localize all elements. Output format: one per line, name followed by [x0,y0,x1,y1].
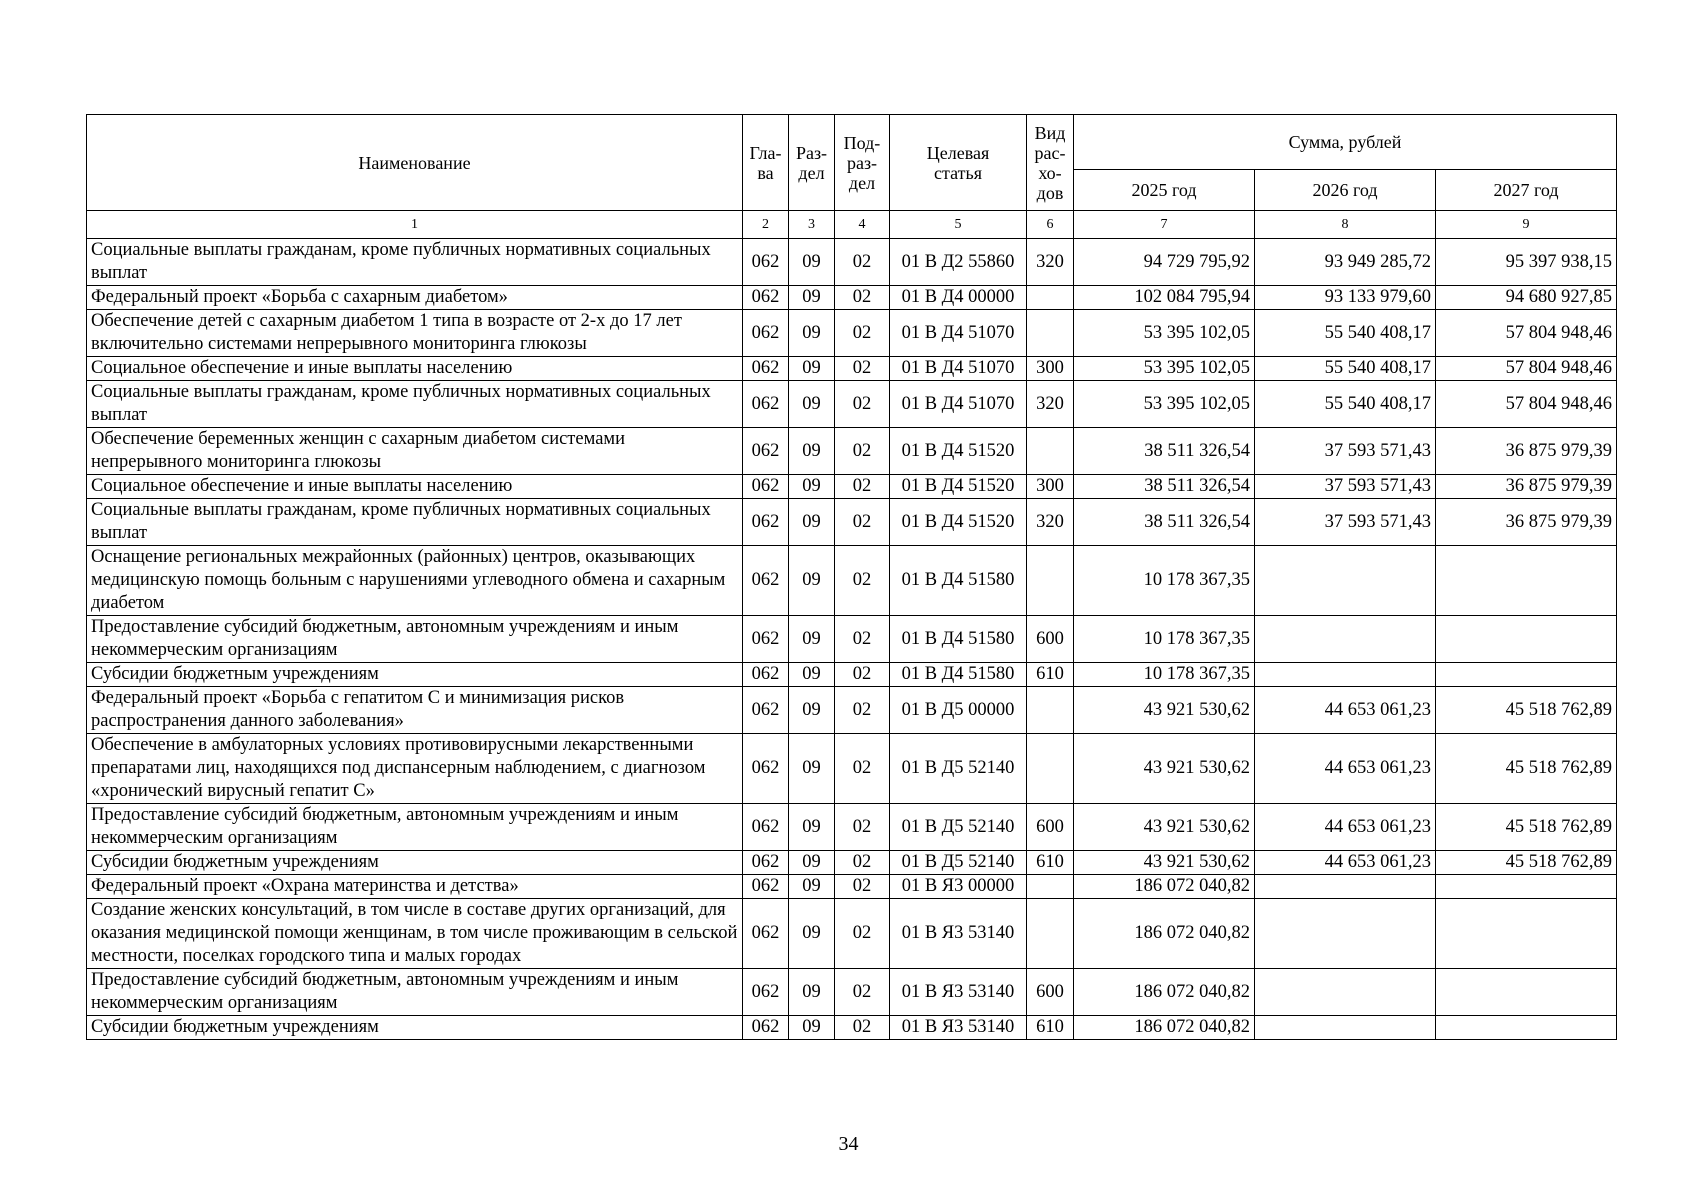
row-glava: 062 [743,875,789,899]
table-row [87,899,1617,969]
table-row [87,1016,1617,1040]
row-vid-rashodov [1027,687,1074,734]
row-celevaya-statya: 01 В Д4 51580 [890,616,1027,663]
column-number: 5 [890,211,1027,239]
row-amount-2026: 55 540 408,17 [1255,381,1436,428]
row-razdel: 09 [789,428,835,475]
row-amount-2026: 55 540 408,17 [1255,357,1436,381]
table-row [87,428,1617,475]
row-name: Федеральный проект «Охрана материнства и детства» [87,875,743,899]
header-vid-rashodov-text: Вид рас- хо- дов [1034,122,1066,203]
row-amount-2025: 94 729 795,92 [1074,239,1255,286]
row-podrazdel: 02 [835,286,890,310]
row-razdel: 09 [789,969,835,1016]
row-amount-2027: 95 397 938,15 [1436,239,1617,286]
row-vid-rashodov: 610 [1027,663,1074,687]
table-row [87,875,1617,899]
row-amount-2025: 186 072 040,82 [1074,969,1255,1016]
row-glava: 062 [743,734,789,804]
row-vid-rashodov: 300 [1027,357,1074,381]
row-razdel: 09 [789,381,835,428]
row-glava: 062 [743,899,789,969]
row-celevaya-statya: 01 В Я3 53140 [890,899,1027,969]
row-amount-2026: 44 653 061,23 [1255,851,1436,875]
row-podrazdel: 02 [835,381,890,428]
row-amount-2026: 93 133 979,60 [1255,286,1436,310]
row-celevaya-statya: 01 В Д4 51520 [890,499,1027,546]
row-amount-2027: 57 804 948,46 [1436,381,1617,428]
header-name: Наименование [87,115,743,211]
row-celevaya-statya: 01 В Д2 55860 [890,239,1027,286]
table-header [87,115,1617,239]
row-amount-2027: 45 518 762,89 [1436,851,1617,875]
row-vid-rashodov: 600 [1027,616,1074,663]
row-podrazdel: 02 [835,663,890,687]
row-amount-2027: 45 518 762,89 [1436,687,1617,734]
row-glava: 062 [743,616,789,663]
row-razdel: 09 [789,687,835,734]
row-amount-2027: 36 875 979,39 [1436,475,1617,499]
row-amount-2027: 57 804 948,46 [1436,357,1617,381]
row-razdel: 09 [789,899,835,969]
header-celevaya-statya [890,115,1027,211]
row-name: Обеспечение в амбулаторных условиях противовирусными лекарственными препаратами лиц, находящихся под диспансерным наблюдением, с диагнозом «хронический вирусный гепатит С» [87,734,743,804]
row-celevaya-statya: 01 В Д5 52140 [890,804,1027,851]
table-row [87,969,1617,1016]
row-amount-2027: 36 875 979,39 [1436,428,1617,475]
row-podrazdel: 02 [835,687,890,734]
row-glava: 062 [743,687,789,734]
row-glava: 062 [743,428,789,475]
row-celevaya-statya: 01 В Я3 53140 [890,969,1027,1016]
row-vid-rashodov [1027,428,1074,475]
row-vid-rashodov: 610 [1027,1016,1074,1040]
row-amount-2026: 37 593 571,43 [1255,428,1436,475]
row-podrazdel: 02 [835,899,890,969]
row-podrazdel: 02 [835,310,890,357]
row-name: Социальные выплаты гражданам, кроме публичных нормативных социальных выплат [87,499,743,546]
row-amount-2025: 10 178 367,35 [1074,663,1255,687]
row-name: Социальные выплаты гражданам, кроме публичных нормативных социальных выплат [87,239,743,286]
row-glava: 062 [743,851,789,875]
row-amount-2027 [1436,875,1617,899]
row-name: Социальные выплаты гражданам, кроме публичных нормативных социальных выплат [87,381,743,428]
row-podrazdel: 02 [835,428,890,475]
row-amount-2025: 10 178 367,35 [1074,616,1255,663]
row-celevaya-statya: 01 В Д4 00000 [890,286,1027,310]
row-amount-2027 [1436,546,1617,616]
row-celevaya-statya: 01 В Д4 51070 [890,381,1027,428]
row-podrazdel: 02 [835,1016,890,1040]
row-razdel: 09 [789,499,835,546]
table-row [87,239,1617,286]
row-celevaya-statya: 01 В Д5 52140 [890,851,1027,875]
row-amount-2025: 186 072 040,82 [1074,875,1255,899]
row-razdel: 09 [789,239,835,286]
table-row [87,475,1617,499]
row-name: Субсидии бюджетным учреждениям [87,1016,743,1040]
table-row [87,616,1617,663]
column-number: 4 [835,211,890,239]
row-razdel: 09 [789,875,835,899]
row-amount-2027 [1436,616,1617,663]
row-amount-2025: 53 395 102,05 [1074,310,1255,357]
row-celevaya-statya: 01 В Я3 53140 [890,1016,1027,1040]
row-celevaya-statya: 01 В Д4 51520 [890,475,1027,499]
row-celevaya-statya: 01 В Д4 51580 [890,663,1027,687]
header-podrazdel [835,115,890,211]
column-number: 7 [1074,211,1255,239]
row-glava: 062 [743,239,789,286]
header-celevaya-statya-text: Целевая статья [926,142,990,183]
column-number: 8 [1255,211,1436,239]
row-name: Создание женских консультаций, в том числе в составе других организаций, для оказания медицинской помощи женщинам, в том числе проживающим в сельской местности, поселках городского типа и малых городах [87,899,743,969]
row-podrazdel: 02 [835,851,890,875]
row-amount-2026 [1255,875,1436,899]
row-podrazdel: 02 [835,875,890,899]
row-amount-2026 [1255,899,1436,969]
row-amount-2026 [1255,663,1436,687]
header-podrazdel-text: Под- раз- дел [843,132,881,193]
row-vid-rashodov: 600 [1027,804,1074,851]
header-razdel [789,115,835,211]
row-amount-2025: 53 395 102,05 [1074,381,1255,428]
row-amount-2027 [1436,663,1617,687]
row-amount-2025: 43 921 530,62 [1074,804,1255,851]
row-podrazdel: 02 [835,804,890,851]
row-amount-2026 [1255,546,1436,616]
row-vid-rashodov [1027,734,1074,804]
row-celevaya-statya: 01 В Д4 51520 [890,428,1027,475]
row-glava: 062 [743,804,789,851]
row-celevaya-statya: 01 В Д4 51070 [890,310,1027,357]
row-glava: 062 [743,546,789,616]
header-razdel-text: Раз- дел [795,142,828,183]
row-amount-2027 [1436,1016,1617,1040]
row-amount-2026: 37 593 571,43 [1255,475,1436,499]
row-glava: 062 [743,1016,789,1040]
row-razdel: 09 [789,804,835,851]
column-number: 3 [789,211,835,239]
row-amount-2026: 44 653 061,23 [1255,687,1436,734]
row-vid-rashodov: 320 [1027,381,1074,428]
row-glava: 062 [743,310,789,357]
row-amount-2026: 44 653 061,23 [1255,734,1436,804]
row-vid-rashodov [1027,546,1074,616]
row-vid-rashodov [1027,286,1074,310]
row-amount-2025: 43 921 530,62 [1074,687,1255,734]
row-amount-2026 [1255,969,1436,1016]
row-amount-2026: 93 949 285,72 [1255,239,1436,286]
row-name: Федеральный проект «Борьба с сахарным диабетом» [87,286,743,310]
row-razdel: 09 [789,663,835,687]
row-podrazdel: 02 [835,475,890,499]
row-name: Обеспечение беременных женщин с сахарным диабетом системами непрерывного мониторинга глюкозы [87,428,743,475]
row-glava: 062 [743,475,789,499]
row-podrazdel: 02 [835,499,890,546]
row-celevaya-statya: 01 В Я3 00000 [890,875,1027,899]
row-vid-rashodov: 320 [1027,239,1074,286]
row-razdel: 09 [789,616,835,663]
row-amount-2025: 43 921 530,62 [1074,734,1255,804]
table-row [87,663,1617,687]
row-vid-rashodov: 600 [1027,969,1074,1016]
table-row [87,804,1617,851]
row-amount-2026: 37 593 571,43 [1255,499,1436,546]
row-amount-2025: 102 084 795,94 [1074,286,1255,310]
row-name: Предоставление субсидий бюджетным, автономным учреждениям и иным некоммерческим организациям [87,616,743,663]
row-razdel: 09 [789,475,835,499]
table-row [87,546,1617,616]
row-glava: 062 [743,286,789,310]
row-glava: 062 [743,381,789,428]
row-name: Социальное обеспечение и иные выплаты населению [87,357,743,381]
row-vid-rashodov: 300 [1027,475,1074,499]
row-podrazdel: 02 [835,734,890,804]
row-name: Предоставление субсидий бюджетным, автономным учреждениям и иным некоммерческим организациям [87,969,743,1016]
row-vid-rashodov [1027,899,1074,969]
row-amount-2025: 186 072 040,82 [1074,899,1255,969]
row-amount-2025: 38 511 326,54 [1074,428,1255,475]
row-glava: 062 [743,663,789,687]
header-glava [743,115,789,211]
row-celevaya-statya: 01 В Д5 52140 [890,734,1027,804]
table-row [87,381,1617,428]
row-amount-2026 [1255,1016,1436,1040]
row-amount-2025: 53 395 102,05 [1074,357,1255,381]
row-amount-2027 [1436,969,1617,1016]
row-amount-2027: 94 680 927,85 [1436,286,1617,310]
row-razdel: 09 [789,734,835,804]
row-razdel: 09 [789,546,835,616]
row-podrazdel: 02 [835,616,890,663]
row-podrazdel: 02 [835,357,890,381]
row-name: Социальное обеспечение и иные выплаты населению [87,475,743,499]
row-podrazdel: 02 [835,239,890,286]
row-name: Субсидии бюджетным учреждениям [87,663,743,687]
budget-table [86,114,1617,1040]
row-glava: 062 [743,499,789,546]
row-name: Субсидии бюджетным учреждениям [87,851,743,875]
row-amount-2025: 186 072 040,82 [1074,1016,1255,1040]
table-row [87,499,1617,546]
header-year-2027: 2027 год [1436,170,1617,211]
table-row [87,310,1617,357]
column-number: 6 [1027,211,1074,239]
row-celevaya-statya: 01 В Д4 51070 [890,357,1027,381]
row-vid-rashodov [1027,310,1074,357]
header-year-2026: 2026 год [1255,170,1436,211]
row-celevaya-statya: 01 В Д4 51580 [890,546,1027,616]
row-name: Обеспечение детей с сахарным диабетом 1 типа в возрасте от 2-х до 17 лет включительно системами непрерывного мониторинга глюкозы [87,310,743,357]
table-row [87,357,1617,381]
row-celevaya-statya: 01 В Д5 00000 [890,687,1027,734]
row-amount-2026 [1255,616,1436,663]
row-podrazdel: 02 [835,546,890,616]
column-number: 2 [743,211,789,239]
row-razdel: 09 [789,357,835,381]
row-amount-2027: 57 804 948,46 [1436,310,1617,357]
row-amount-2027: 36 875 979,39 [1436,499,1617,546]
header-year-2025: 2025 год [1074,170,1255,211]
row-name: Предоставление субсидий бюджетным, автономным учреждениям и иным некоммерческим организациям [87,804,743,851]
row-podrazdel: 02 [835,969,890,1016]
table-body [87,239,1617,1040]
row-name: Оснащение региональных межрайонных (районных) центров, оказывающих медицинскую помощь больным с нарушениями углеводного обмена и сахарным диабетом [87,546,743,616]
table-row [87,734,1617,804]
row-amount-2025: 10 178 367,35 [1074,546,1255,616]
row-amount-2026: 55 540 408,17 [1255,310,1436,357]
row-name: Федеральный проект «Борьба с гепатитом С и минимизация рисков распространения данного заболевания» [87,687,743,734]
header-glava-text: Гла- ва [749,142,782,183]
row-razdel: 09 [789,286,835,310]
row-vid-rashodov: 610 [1027,851,1074,875]
column-number-row [87,211,1617,239]
row-glava: 062 [743,969,789,1016]
page-number: 34 [838,1133,859,1155]
row-amount-2025: 38 511 326,54 [1074,499,1255,546]
row-amount-2025: 43 921 530,62 [1074,851,1255,875]
row-vid-rashodov: 320 [1027,499,1074,546]
column-number: 1 [87,211,743,239]
row-amount-2027 [1436,899,1617,969]
row-amount-2026: 44 653 061,23 [1255,804,1436,851]
header-summa: Сумма, рублей [1074,115,1617,170]
row-razdel: 09 [789,1016,835,1040]
row-amount-2027: 45 518 762,89 [1436,734,1617,804]
table-row [87,286,1617,310]
table-row [87,687,1617,734]
row-razdel: 09 [789,851,835,875]
row-razdel: 09 [789,310,835,357]
row-glava: 062 [743,357,789,381]
column-number: 9 [1436,211,1617,239]
table-row [87,851,1617,875]
header-vid-rashodov [1027,115,1074,211]
row-amount-2027: 45 518 762,89 [1436,804,1617,851]
row-amount-2025: 38 511 326,54 [1074,475,1255,499]
row-vid-rashodov [1027,875,1074,899]
